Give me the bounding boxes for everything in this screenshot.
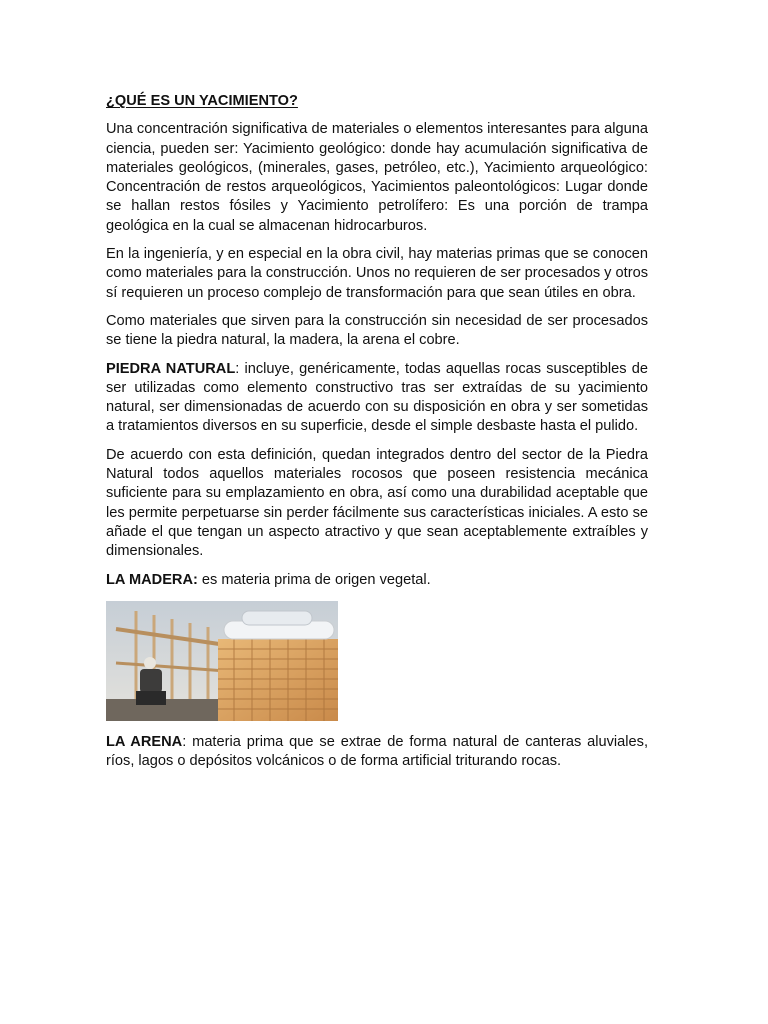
lumber-construction-photo bbox=[106, 601, 338, 721]
lumber-construction-illustration bbox=[106, 601, 338, 721]
piedra-natural-label: PIEDRA NATURAL bbox=[106, 360, 236, 377]
page-title: ¿QUÉ ES UN YACIMIENTO? bbox=[106, 93, 298, 109]
arena-text: : materia prima que se extrae de forma natural de canteras aluviales, ríos, lagos o depósitos volcánicos o de forma artificial triturando rocas. bbox=[106, 733, 648, 770]
piedra-natural-text: : incluye, genéricamente, todas aquellas rocas susceptibles de ser utilizadas como elemento constructivo tras ser extraídas de su yacimiento natural, ser dimensionadas de acuerdo con su disposición en obra y ser sometidas a tratamientos diversos en su superficie, desde el simple desbaste hasta el pulido. bbox=[106, 360, 648, 435]
document-body bbox=[106, 92, 648, 780]
paragraph-piedra-definition: De acuerdo con esta definición, quedan integrados dentro del sector de la Piedra Natural todos aquellos materiales rocosos que poseen resistencia mecánica suficiente para su emplazamiento en obra, así como una durabilidad aceptable que les permite perpetuarse sin perder fácilmente sus características iniciales. A esto se añade el que tengan un aspecto atractivo y que sean aceptablemente extraíbles y dimensionales. bbox=[106, 446, 648, 560]
arena-label: LA ARENA bbox=[106, 733, 183, 750]
paragraph-engineering: En la ingeniería, y en especial en la obra civil, hay materias primas que se conocen como materiales para la construcción. Unos no requieren de ser procesados y otros sí requieren un proceso complejo de transformación para que sean útiles en obra. bbox=[106, 246, 648, 301]
paragraph-madera bbox=[106, 571, 648, 590]
madera-label: LA MADERA: bbox=[106, 571, 198, 588]
madera-text: es materia prima de origen vegetal. bbox=[197, 571, 431, 588]
paragraph-definition: Una concentración significativa de materiales o elementos interesantes para alguna ciencia, pueden ser: Yacimiento geológico: donde hay acumulación significativa de materiales geológicos, (minerales, gases, petróleo, etc.), Yacimiento arqueológico: Concentración de restos arqueológicos, Yacimientos paleontológicos: Lugar donde se hallan restos fósiles y Yacimiento petrolífero: Es una porción de trampa geológica en la cual se almacenan hidrocarburos. bbox=[106, 121, 648, 234]
paragraph-unprocessed-materials: Como materiales que sirven para la construcción sin necesidad de ser procesados se tiene la piedra natural, la madera, la arena el cobre. bbox=[106, 312, 648, 349]
paragraph-arena bbox=[106, 733, 648, 772]
paragraph-piedra-natural bbox=[106, 360, 648, 437]
